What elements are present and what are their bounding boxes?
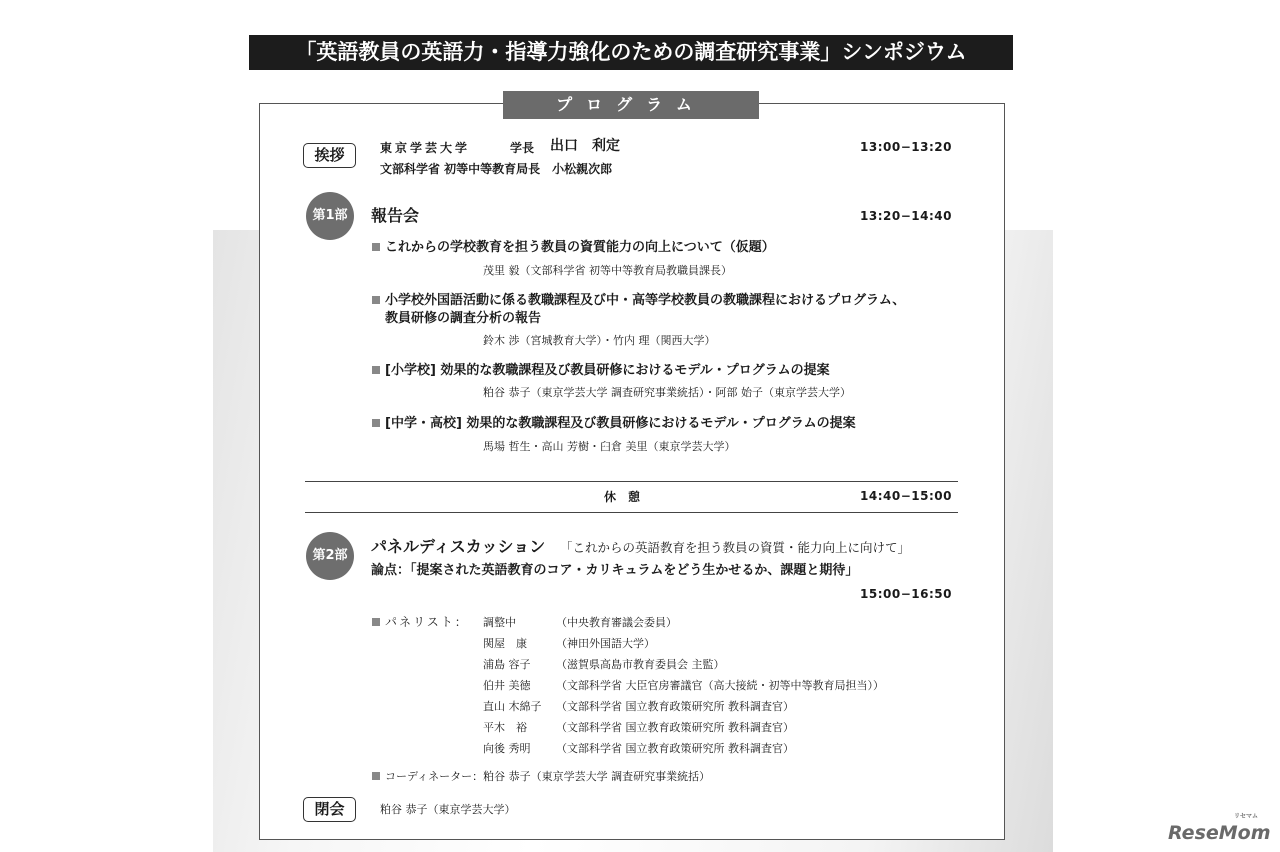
divider	[305, 512, 958, 513]
panelist-affiliation: （文部科学省 国立教育政策研究所 教科調査官）	[556, 742, 794, 755]
coordinator: コーディネーター：粕谷 恭子（東京学芸大学 調査研究事業統括）	[372, 769, 710, 785]
greeting-line2: 文部科学省 初等中等教育局長 小松親次郎	[380, 162, 613, 176]
part2-time: 15:00−16:50	[860, 587, 952, 601]
bullet-square-icon	[372, 772, 380, 780]
panelist-affiliation: （文部科学省 国立教育政策研究所 教科調査官）	[556, 721, 794, 734]
break-label: 休 憩	[604, 490, 641, 504]
part1-time: 13:20−14:40	[860, 209, 952, 223]
panelist-name: 調整中	[483, 616, 516, 629]
report-item-title: [小学校] 効果的な教職課程及び教員研修におけるモデル・プログラムの提案	[372, 363, 830, 379]
report-item-speaker: 茂里 毅（文部科学省 初等中等教育局教職員課長）	[483, 264, 732, 277]
panelist-affiliation: （文部科学省 大臣官房審議官（高大接続・初等中等教育局担当））	[556, 679, 884, 692]
bullet-square-icon	[372, 419, 380, 427]
panelist-name: 向後 秀明	[483, 742, 531, 755]
panelist-name: 伯井 美徳	[483, 679, 531, 692]
panelist-name: 直山 木綿子	[483, 700, 542, 713]
report-item-speaker: 馬場 哲生・高山 芳樹・臼倉 美里（東京学芸大学）	[483, 440, 736, 453]
part1-badge: 第1部	[306, 192, 354, 240]
closing-text: 粕谷 恭子（東京学芸大学）	[380, 803, 516, 816]
greeting-name: 出口 利定	[550, 138, 620, 154]
bullet-square-icon	[372, 296, 380, 304]
bullet-square-icon	[372, 366, 380, 374]
panelist-affiliation: （文部科学省 国立教育政策研究所 教科調査官）	[556, 700, 794, 713]
part1-title: 報告会	[371, 206, 420, 225]
report-item-title-cont: 教員研修の調査分析の報告	[385, 311, 542, 326]
part2-title: パネルディスカッション	[371, 537, 546, 556]
greeting-time: 13:00−13:20	[860, 140, 952, 154]
program-label: プログラム	[503, 91, 759, 119]
report-item-title: 小学校外国語活動に係る教職課程及び中・高等学校教員の教職課程におけるプログラム、	[372, 293, 905, 309]
panelist-affiliation: （神田外国語大学）	[556, 637, 655, 650]
closing-badge: 閉会	[303, 797, 356, 822]
panelist-affiliation: （中央教育審議会委員）	[556, 616, 677, 629]
part2-badge: 第2部	[306, 532, 354, 580]
panelist-name: 浦島 容子	[483, 658, 531, 671]
part2-topic: 論点：「提案された英語教育のコア・カリキュラムをどう生かせるか、課題と期待」	[371, 563, 859, 578]
break-time: 14:40−15:00	[860, 489, 952, 503]
page-title: 「英語教員の英語力・指導力強化のための調査研究事業」シンポジウム	[249, 35, 1013, 70]
part2-subtitle: 「これからの英語教育を担う教員の資質・能力向上に向けて」	[560, 540, 911, 555]
resemom-logo: ReseMom リセマム	[1168, 813, 1271, 844]
panelist-name: 関屋 康	[483, 637, 527, 650]
greeting-role: 学長	[510, 141, 535, 155]
bullet-square-icon	[372, 618, 380, 626]
report-item-title: [中学・高校] 効果的な教職課程及び教員研修におけるモデル・プログラムの提案	[372, 416, 856, 432]
panelist-name: 平木 裕	[483, 721, 527, 734]
report-item-speaker: 粕谷 恭子（東京学芸大学 調査研究事業統括）・阿部 始子（東京学芸大学）	[483, 386, 851, 399]
report-item-title: これからの学校教育を担う教員の資質能力の向上について（仮題）	[372, 240, 775, 256]
greeting-org: 東京学芸大学	[380, 141, 471, 155]
panelist-affiliation: （滋賀県高島市教育委員会 主監）	[556, 658, 725, 671]
bullet-square-icon	[372, 243, 380, 251]
greeting-badge: 挨拶	[303, 143, 356, 168]
report-item-speaker: 鈴木 渉（宮城教育大学）・竹内 理（関西大学）	[483, 334, 716, 347]
divider	[305, 481, 958, 482]
panelists-label: パネリスト：	[372, 614, 469, 630]
